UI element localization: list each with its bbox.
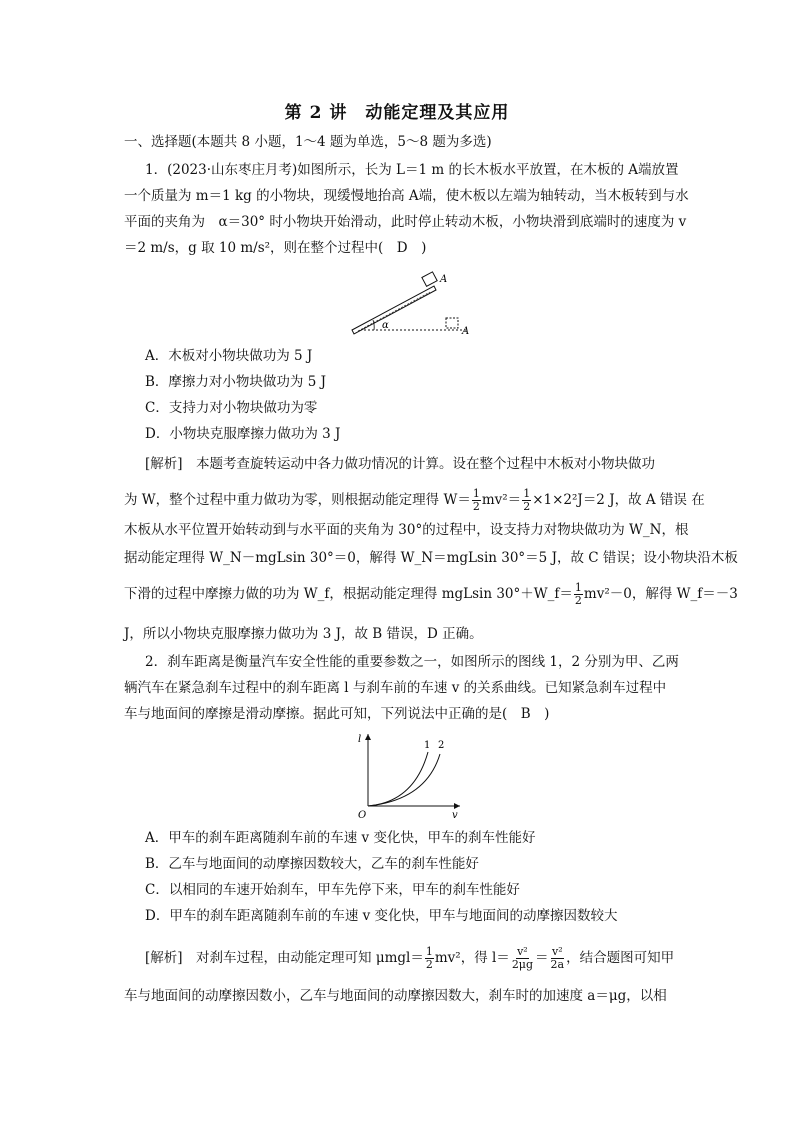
q1-stem-line: 1．(2023·山东枣庄月考)如图所示，长为 L＝1 m 的长木板水平放置，在木板的 A端放置 <box>145 162 679 178</box>
fraction: $\frac{\text{v²}}{2a}$ <box>550 945 565 971</box>
q2-option-c: C．以相同的车速开始刹车，甲车先停下来，甲车的刹车性能好 <box>145 882 520 898</box>
curve-1-label: 1 <box>424 740 431 751</box>
q2-stem-line: 2．刹车距离是衡量汽车安全性能的重要参数之一，如图所示的图线 1，2 分别为甲、乙两 <box>145 654 679 670</box>
q2-option-a: A．甲车的刹车距离随刹车前的车速 v 变化快，甲车的刹车性能好 <box>145 830 536 846</box>
q1-analysis-line: 据动能定理得 W_N－mgLsin 30°＝0，解得 W_N＝mgLsin 30°＝5 J，故 C 错误；设小物块沿木板 <box>124 550 738 566</box>
board <box>352 286 436 334</box>
page-title: 第 2 讲 动能定理及其应用 <box>284 103 510 123</box>
q1-analysis-line: 下滑的过程中摩擦力做的功为 W_f，根据动能定理得 mgLsin 30°＋W_f＝ $\frac{1}{2}$ mv²－0，解得 W_f＝－3 <box>124 581 738 607</box>
block-final <box>446 318 458 328</box>
q2-option-d: D．甲车的刹车距离随刹车前的车速 v 变化快，甲车与地面间的动摩擦因数较大 <box>145 908 618 924</box>
q2-braking-graph <box>356 730 466 822</box>
q1-option-d: D．小物块克服摩擦力做功为 3 J <box>145 426 341 442</box>
q1-option-b: B．摩擦力对小物块做功为 5 J <box>145 374 327 390</box>
curve-2-label: 2 <box>438 740 445 751</box>
q1-option-a: A．木板对小物块做功为 5 J <box>145 348 313 364</box>
curve-1 <box>368 752 428 806</box>
section-heading: 一、选择题(本题共 8 小题，1～4 题为单选，5～8 题为多选) <box>124 134 492 150</box>
q1-incline-figure <box>348 268 478 338</box>
fraction: $\frac{1}{2}$ <box>472 487 480 513</box>
q2-analysis-line: [解析] 对刹车过程，由动能定理可知 μmgl＝ $\frac{1}{2}$ mv²，得 l＝ $\frac{\text{v²}}{2\mu g}$ ＝ $\frac{\text{v²}}{2a}$ ，结合题图可知甲 <box>145 945 675 971</box>
q2-analysis-line: 车与地面间的动摩擦因数小，乙车与地面间的动摩擦因数大，刹车时的加速度 a＝μg，以相 <box>124 988 667 1004</box>
fraction: $\frac{1}{2}$ <box>425 945 433 971</box>
q1-analysis-line: [解析] 本题考查旋转运动中各力做功情况的计算。设在整个过程中木板对小物块做功 <box>145 456 656 472</box>
curve-2 <box>368 754 440 806</box>
point-a-top-label: A <box>440 274 448 285</box>
q1-stem-line: 平面的夹角为 α＝30° 时小物块开始滑动，此时停止转动木板，小物块滑到底端时的速度为 v <box>124 214 687 230</box>
q2-option-b: B．乙车与地面间的动摩擦因数较大，乙车的刹车性能好 <box>145 856 479 872</box>
q1-analysis-line: J，所以小物块克服摩擦力做功为 3 J，故 B 错误，D 正确。 <box>124 626 483 642</box>
angle-label: α <box>382 320 389 331</box>
fraction: $\frac{1}{2}$ <box>574 581 582 607</box>
fraction: $\frac{1}{2}$ <box>523 487 531 513</box>
fraction: $\frac{\text{v²}}{2\mu g}$ <box>511 945 534 971</box>
q2-stem-line: 车与地面间的摩擦是滑动摩擦。据此可知，下列说法中正确的是( B ) <box>124 706 550 722</box>
q2-stem-line: 辆汽车在紧急刹车过程中的刹车距离 l 与刹车前的车速 v 的关系曲线。已知紧急刹车过程中 <box>124 680 667 696</box>
origin-label: O <box>358 810 367 821</box>
q1-option-c: C．支持力对小物块做功为零 <box>145 400 318 416</box>
point-a-bottom-label: A <box>462 326 470 337</box>
x-axis-label: v <box>452 810 458 821</box>
y-axis-label: l <box>358 734 362 745</box>
q1-analysis-line: 木板从水平位置开始转动到与水平面的夹角为 30°的过程中，设支持力对物块做功为 W_N，根 <box>124 522 689 538</box>
q1-stem-line: ＝2 m/s，g 取 10 m/s²，则在整个过程中( D ) <box>124 240 427 256</box>
block <box>422 272 437 286</box>
q1-stem-line: 一个质量为 m＝1 kg 的小物块，现缓慢地抬高 A端，使木板以左端为轴转动，当木板转到与水 <box>124 188 689 204</box>
q1-analysis-line: 为 W，整个过程中重力做功为零，则根据动能定理得 W＝ $\frac{1}{2}$ mv²＝ $\frac{1}{2}$ ×1×2²J＝2 J，故 A 错误 在 <box>124 487 705 513</box>
